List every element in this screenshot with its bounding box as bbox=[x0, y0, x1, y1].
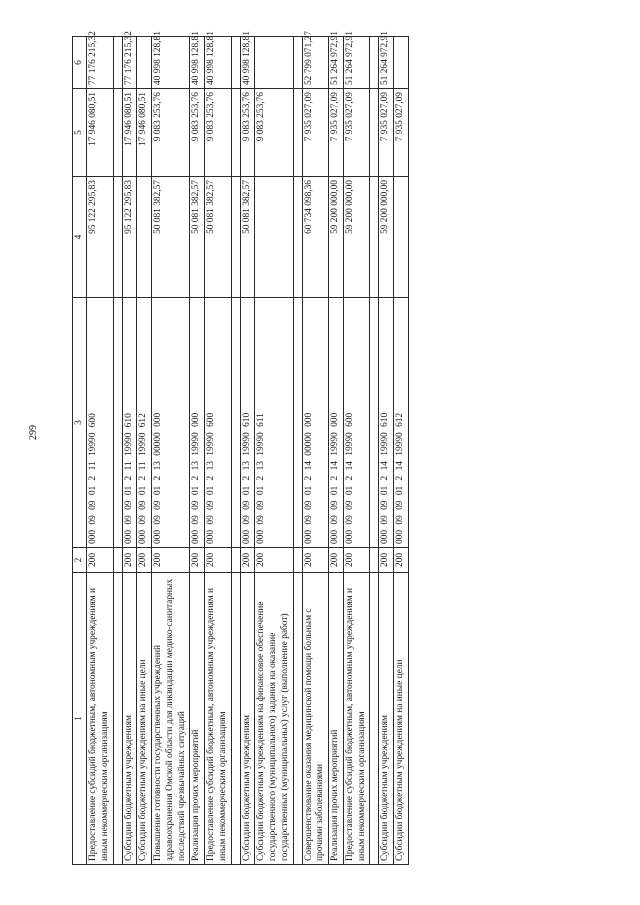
table-row bbox=[343, 37, 370, 865]
table-row bbox=[394, 37, 409, 865]
row-col5: 9 083 253,76 bbox=[240, 89, 255, 177]
row-code: 000 09 09 01 2 14 00000 000 bbox=[302, 298, 329, 548]
table-row bbox=[205, 37, 232, 865]
row-code: 000 09 09 01 2 14 19990 600 bbox=[343, 298, 370, 548]
budget-table-wrapper bbox=[72, 31, 480, 865]
row-col4: 95 122 295,83 bbox=[122, 177, 137, 298]
row-col6 bbox=[394, 37, 409, 89]
table-row bbox=[87, 37, 114, 865]
row-code: 000 09 09 01 2 13 00000 000 bbox=[152, 298, 190, 548]
row-col6: 51 264 972,91 bbox=[329, 37, 344, 89]
row-col2: 200 bbox=[137, 548, 152, 573]
row-code: 000 09 09 01 2 14 19990 610 bbox=[379, 298, 394, 548]
row-col4: 60 734 098,36 bbox=[302, 177, 329, 298]
row-col5: 9 083 253,76 bbox=[255, 89, 293, 177]
row-col4: 50 081 382,57 bbox=[190, 177, 205, 298]
row-name: Субсидии бюджетным учреждениям bbox=[240, 573, 255, 865]
row-col4: 50 081 382,57 bbox=[152, 177, 190, 298]
row-name: Повышение готовности государственных учреждений здравоохранения Омской области для ликвидации медико-санитарных последствий чрезвычайных ситуаций bbox=[152, 573, 190, 865]
row-col6 bbox=[137, 37, 152, 89]
row-col2: 200 bbox=[343, 548, 370, 573]
row-name: Совершенствование оказания медицинской помощи больным с прочими заболеваниями bbox=[302, 573, 329, 865]
row-col5: 7 935 027,09 bbox=[394, 89, 409, 177]
spacer-row bbox=[370, 37, 379, 865]
row-col4: 95 122 295,83 bbox=[87, 177, 114, 298]
row-col2: 200 bbox=[240, 548, 255, 573]
row-col5: 9 083 253,76 bbox=[205, 89, 232, 177]
row-code: 000 09 09 01 2 13 19990 600 bbox=[205, 298, 232, 548]
row-col2: 200 bbox=[87, 548, 114, 573]
row-col6: 51 264 972,91 bbox=[343, 37, 370, 89]
row-col6: 40 998 128,81 bbox=[152, 37, 190, 89]
row-col2: 200 bbox=[152, 548, 190, 573]
row-col6: 40 998 128,81 bbox=[190, 37, 205, 89]
row-col2: 200 bbox=[205, 548, 232, 573]
header-col-1: 1 bbox=[73, 573, 87, 865]
row-col5: 7 935 027,09 bbox=[302, 89, 329, 177]
table-row bbox=[240, 37, 255, 865]
row-col5: 17 946 080,51 bbox=[137, 89, 152, 177]
page-number: 299 bbox=[28, 425, 39, 440]
row-col5: 17 946 080,51 bbox=[122, 89, 137, 177]
row-name: Субсидии бюджетным учреждениям bbox=[122, 573, 137, 865]
row-col4: 50 081 382,57 bbox=[205, 177, 232, 298]
row-col2: 200 bbox=[190, 548, 205, 573]
row-col6: 77 176 215,32 bbox=[122, 37, 137, 89]
header-row bbox=[73, 37, 87, 865]
row-name: Субсидии бюджетным учреждениям на иные цели bbox=[137, 573, 152, 865]
table-row bbox=[302, 37, 329, 865]
row-code: 000 09 09 01 2 13 19990 610 bbox=[240, 298, 255, 548]
row-code: 000 09 09 01 2 13 19990 611 bbox=[255, 298, 293, 548]
row-col6: 40 998 128,81 bbox=[205, 37, 232, 89]
row-col5: 7 935 027,09 bbox=[329, 89, 344, 177]
table-row bbox=[122, 37, 137, 865]
row-col6: 51 264 972,91 bbox=[379, 37, 394, 89]
row-col6 bbox=[255, 37, 293, 89]
table-row bbox=[379, 37, 394, 865]
row-code: 000 09 09 01 2 14 19990 612 bbox=[394, 298, 409, 548]
header-col-2: 2 bbox=[73, 548, 87, 573]
header-col-3: 3 bbox=[73, 298, 87, 548]
row-col4: 59 200 000,00 bbox=[379, 177, 394, 298]
row-name: Реализация прочих мероприятий bbox=[190, 573, 205, 865]
row-name: Субсидии бюджетным учреждениям на финансовое обеспечение государственного (муниципального) задания на оказание государственных (муниципальных) услуг (выполнение работ) bbox=[255, 573, 293, 865]
row-code: 000 09 09 01 2 11 19990 612 bbox=[137, 298, 152, 548]
row-col5: 9 083 253,76 bbox=[152, 89, 190, 177]
header-col-5: 5 bbox=[73, 89, 87, 177]
row-name: Предоставление субсидий бюджетным, автономным учреждениям и иным некоммерческим организациям bbox=[343, 573, 370, 865]
row-col6: 77 176 215,32 bbox=[87, 37, 114, 89]
spacer-row bbox=[231, 37, 240, 865]
spacer-row bbox=[293, 37, 302, 865]
row-col2: 200 bbox=[255, 548, 293, 573]
row-col5: 9 083 253,76 bbox=[190, 89, 205, 177]
row-col4: 50 081 382,57 bbox=[240, 177, 255, 298]
row-code: 000 09 09 01 2 13 19990 000 bbox=[190, 298, 205, 548]
row-code: 000 09 09 01 2 14 19990 000 bbox=[329, 298, 344, 548]
row-col5: 17 946 080,51 bbox=[87, 89, 114, 177]
row-col2: 200 bbox=[329, 548, 344, 573]
spacer-row bbox=[113, 37, 122, 865]
row-col5: 7 935 027,09 bbox=[343, 89, 370, 177]
row-name: Реализация прочих мероприятий bbox=[329, 573, 344, 865]
row-col4 bbox=[137, 177, 152, 298]
row-col4 bbox=[394, 177, 409, 298]
row-col6: 52 799 071,27 bbox=[302, 37, 329, 89]
row-name: Предоставление субсидий бюджетным, автономным учреждениям и иным некоммерческим организациям bbox=[205, 573, 232, 865]
table-row bbox=[152, 37, 190, 865]
row-name: Субсидии бюджетным учреждениям на иные цели bbox=[394, 573, 409, 865]
table-row bbox=[255, 37, 293, 865]
row-name: Предоставление субсидий бюджетным, автономным учреждениям и иным некоммерческим организациям bbox=[87, 573, 114, 865]
row-col4: 59 200 000,00 bbox=[343, 177, 370, 298]
row-col2: 200 bbox=[122, 548, 137, 573]
row-code: 000 09 09 01 2 11 19990 610 bbox=[122, 298, 137, 548]
row-col5: 7 935 027,09 bbox=[379, 89, 394, 177]
row-col2: 200 bbox=[379, 548, 394, 573]
header-col-4: 4 bbox=[73, 177, 87, 298]
row-col4 bbox=[255, 177, 293, 298]
row-name: Субсидии бюджетным учреждениям bbox=[379, 573, 394, 865]
table-row bbox=[329, 37, 344, 865]
row-col4: 59 200 000,00 bbox=[329, 177, 344, 298]
header-col-6: 6 bbox=[73, 37, 87, 89]
table-row bbox=[137, 37, 152, 865]
row-col2: 200 bbox=[302, 548, 329, 573]
row-col2: 200 bbox=[394, 548, 409, 573]
table-row bbox=[190, 37, 205, 865]
row-col6: 40 998 128,81 bbox=[240, 37, 255, 89]
row-code: 000 09 09 01 2 11 19990 600 bbox=[87, 298, 114, 548]
budget-table bbox=[72, 31, 409, 865]
